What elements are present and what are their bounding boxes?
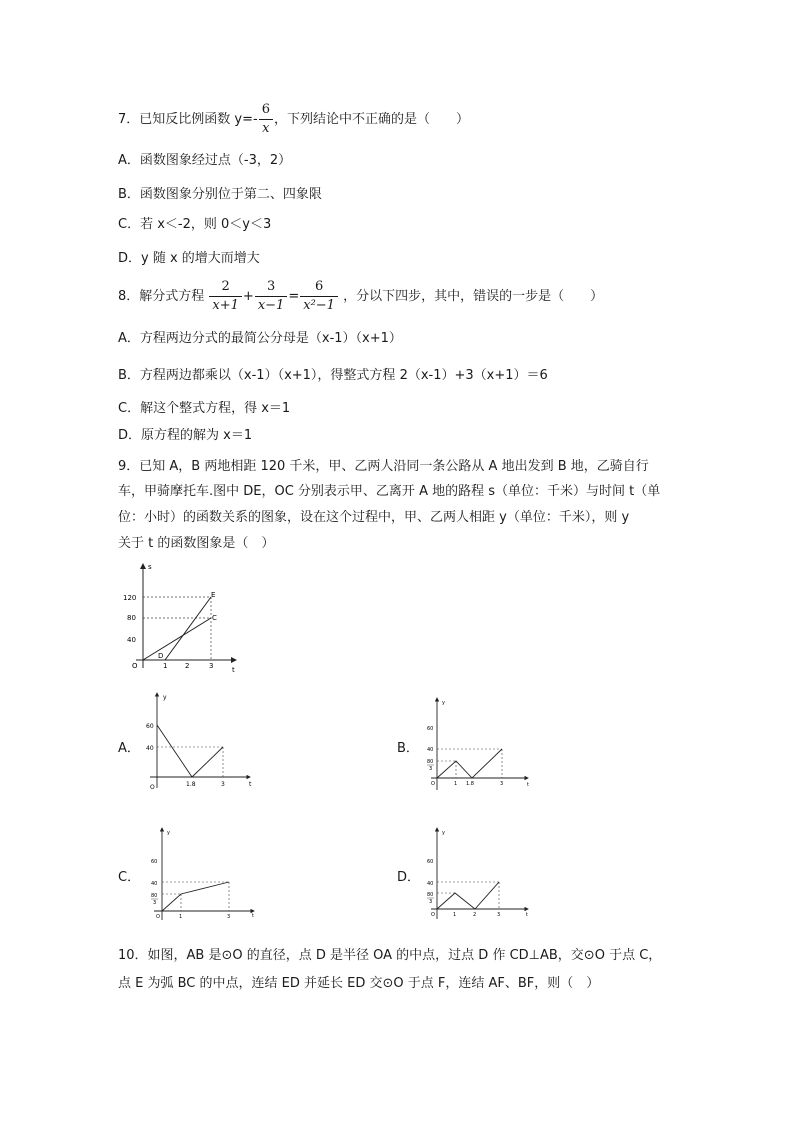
main-point-d: D (158, 652, 164, 660)
main-line-oc (143, 618, 211, 660)
graph-a-y-tick-60: 60 (146, 723, 154, 730)
main-point-e: E (211, 591, 216, 599)
graph-c-x-tick-3: 3 (227, 914, 231, 920)
q7-option-a: A．函数图象经过点（-3，2） (118, 153, 292, 168)
main-x-tick-3: 3 (209, 662, 214, 670)
q8-f2-num: 3 (255, 278, 288, 297)
graph-d-y-tick-frac-num: 80 (427, 892, 434, 898)
graph-d-x-tick-3: 3 (497, 912, 501, 918)
main-graph (110, 558, 250, 678)
q8-f1-den: x+1 (212, 298, 239, 313)
main-x-tick-2: 2 (185, 662, 190, 670)
main-y-tick-120: 120 (123, 594, 137, 602)
main-y-label: s (148, 563, 152, 571)
graph-b-x-tick-1-8: 1.8 (466, 781, 474, 787)
graph-d-series (437, 882, 499, 909)
q9-option-c-label: C． (118, 870, 141, 885)
graph-b-y-tick-40: 40 (427, 747, 434, 753)
q8-fraction-1 (209, 278, 242, 315)
graph-b-y-tick-frac-den: 3 (429, 766, 433, 772)
q8-option-a: A．方程两边分式的最简公分母是（x-1）（x+1） (118, 331, 402, 346)
graph-d-x-tick-1: 1 (453, 912, 457, 918)
q8-fraction-3 (300, 278, 338, 315)
graph-a-y-tick-40: 40 (146, 745, 154, 752)
q10-line-2: 点 E 为弧 BC 的中点，连结 ED 并延长 ED 交⊙O 于点 F，连结 AF、BF，则（ ） (118, 976, 600, 991)
main-x-label: t (232, 666, 235, 674)
graph-b-y-label: y (442, 700, 445, 706)
q8-prefix: 8．解分式方程 (118, 289, 205, 304)
question-7 (118, 100, 469, 140)
q8-f3-num: 6 (300, 278, 338, 297)
main-y-tick-40: 40 (127, 636, 136, 644)
graph-c-y-tick-frac-num: 80 (151, 893, 158, 899)
graph-c-y-tick-40: 40 (151, 881, 158, 887)
q9-line-1: 9．已知 A，B 两地相距 120 千米，甲、乙两人沿同一条公路从 A 地出发到 B 地，乙骑自行 (118, 459, 649, 474)
graph-c-series (162, 882, 229, 911)
main-origin: O (132, 662, 138, 670)
q7-suffix: ，下列结论中不正确的是（ ） (273, 112, 469, 127)
q9-line-2: 车，甲骑摩托车.图中 DE，OC 分别表示甲、乙离开 A 地的路程 s（单位：千米）与时间 t（单 (118, 484, 661, 499)
graph-d-x-tick-2: 2 (473, 912, 477, 918)
graph-d-y-tick-frac-den: 3 (429, 899, 433, 905)
graph-a-x-tick-1-8: 1.8 (186, 781, 196, 788)
q7-frac-den: x (262, 121, 270, 136)
graph-b-y-tick-frac-num: 80 (427, 759, 434, 765)
graph-d-x-label: t (526, 912, 528, 918)
graph-d (416, 824, 536, 924)
q9-line-3: 位：小时）的函数关系的图象，设在这个过程中，甲、乙两人相距 y（单位：千米），则 y (118, 510, 630, 525)
graph-b (416, 694, 536, 804)
graph-a-y-label: y (163, 694, 167, 701)
q7-option-b: B．函数图象分别位于第二、四象限 (118, 187, 322, 202)
q9-option-b-label: B． (397, 741, 419, 756)
q8-option-d: D．原方程的解为 x＝1 (118, 428, 253, 443)
graph-b-x-tick-3: 3 (500, 781, 504, 787)
q8-fraction-2 (255, 278, 288, 315)
q9-option-d-label: D． (397, 870, 421, 885)
q7-option-c: C．若 x＜-2，则 0＜y＜3 (118, 217, 272, 232)
graph-c (138, 824, 268, 924)
graph-c-y-label: y (167, 830, 170, 836)
graph-a-series (157, 725, 223, 777)
graph-b-y-tick-60: 60 (427, 726, 434, 732)
graph-a-origin: O (150, 784, 155, 791)
graph-d-y-label: y (442, 830, 445, 836)
q7-prefix: 7．已知反比例函数 y=- (118, 112, 258, 127)
q8-equals: = (288, 289, 300, 304)
graph-c-y-tick-60: 60 (151, 859, 158, 865)
graph-d-y-tick-40: 40 (427, 881, 434, 887)
q8-f3-den: x²−1 (303, 298, 335, 313)
main-x-tick-1: 1 (163, 662, 168, 670)
graph-a (138, 688, 268, 798)
q8-suffix: ，分以下四步，其中，错误的一步是（ ） (343, 289, 604, 304)
q8-option-b: B．方程两边都乘以（x-1）（x+1），得整式方程 2（x-1）+3（x+1）＝6 (118, 368, 548, 383)
q8-f2-den: x−1 (257, 298, 285, 313)
q10-line-1: 10．如图，AB 是⊙O 的直径，点 D 是半径 OA 的中点，过点 D 作 CD⊥AB，交⊙O 于点 C， (118, 948, 662, 963)
q9-option-a-label: A． (118, 741, 140, 756)
graph-d-origin: O (431, 912, 435, 918)
graph-a-x-label: t (249, 781, 252, 788)
q8-plus: + (242, 289, 254, 304)
q7-fraction (259, 101, 273, 138)
graph-c-x-label: t (252, 913, 254, 919)
graph-a-x-tick-3: 3 (221, 781, 225, 788)
q7-option-d: D．y 随 x 的增大而增大 (118, 251, 260, 266)
graph-c-origin: O (156, 914, 160, 920)
graph-b-x-label: t (527, 782, 529, 788)
graph-d-y-tick-60: 60 (427, 859, 434, 865)
main-line-de (165, 597, 211, 660)
main-y-tick-80: 80 (127, 614, 136, 622)
q8-option-c: C．解这个整式方程，得 x＝1 (118, 401, 291, 416)
graph-c-x-tick-1: 1 (179, 914, 183, 920)
q9-line-4: 关于 t 的函数图象是（ ） (118, 536, 275, 551)
graph-c-y-tick-frac-den: 3 (153, 900, 157, 906)
question-8 (118, 277, 603, 317)
graph-b-series (437, 749, 502, 778)
graph-b-x-tick-1: 1 (454, 781, 458, 787)
graph-b-origin: O (431, 781, 435, 787)
main-point-c: C (212, 614, 217, 622)
q7-frac-num: 6 (259, 101, 273, 120)
q8-f1-num: 2 (209, 278, 242, 297)
